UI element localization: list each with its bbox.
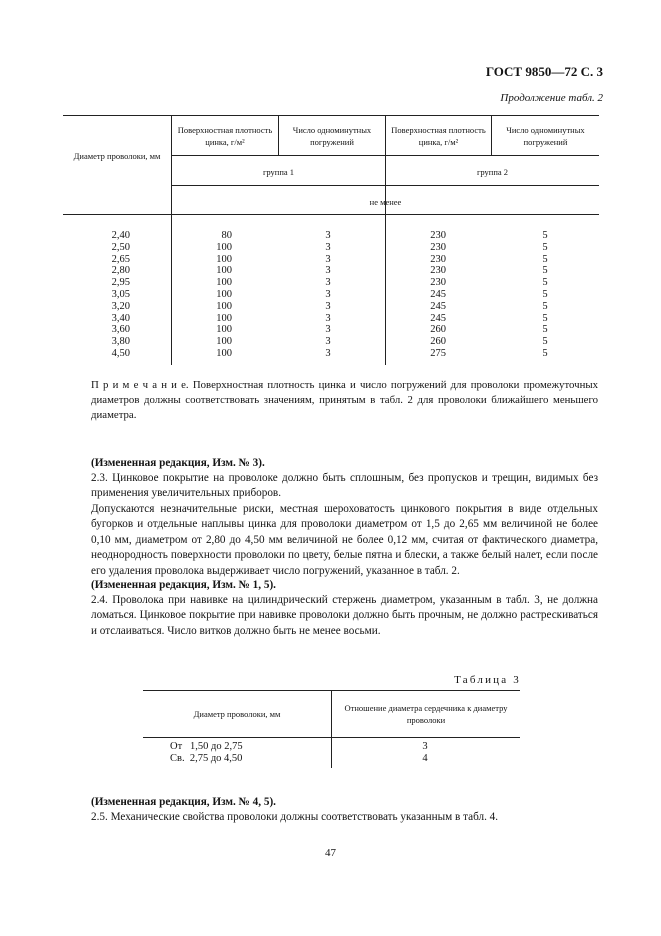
table-3-title: Таблица 3 xyxy=(454,674,521,686)
table-cell: 245 xyxy=(430,288,446,300)
table-cell: 3,80 xyxy=(111,336,130,348)
table-header-rule xyxy=(143,737,520,738)
group-1-label: группа 1 xyxy=(262,167,295,177)
col-header-dips-g2: Число одноминутных погружений xyxy=(506,125,585,147)
table-row-rule xyxy=(171,155,599,156)
table-cell: 2,80 xyxy=(111,265,130,277)
table-cell: 3 xyxy=(325,230,331,241)
not-less-label: не менее xyxy=(369,197,402,207)
table-cell: 5 xyxy=(542,241,548,253)
table-cell: 4 xyxy=(422,753,428,764)
dips-g2-column xyxy=(535,230,555,360)
table-cell: 3,60 xyxy=(111,324,130,336)
table-cell: От 1,50 до 2,75 xyxy=(170,741,243,752)
table-cell: 5 xyxy=(542,347,548,359)
table-cell: 3 xyxy=(325,288,331,300)
col-header-dips-g1: Число одноминутных погружений xyxy=(292,125,372,147)
table-cell: 4,50 xyxy=(111,347,130,359)
table-cell: 100 xyxy=(216,312,232,324)
table-note xyxy=(91,378,598,423)
table-cell: 3 xyxy=(325,324,331,336)
table-cell: 100 xyxy=(216,277,232,289)
table-cell: 100 xyxy=(216,300,232,312)
table-cell: 230 xyxy=(430,265,446,277)
table-row-rule xyxy=(171,185,599,186)
table-cell: 5 xyxy=(542,312,548,324)
note-text: Поверхностная плотность цинка и число погружений для проволоки промежуточных диаметров должны соответствовать значениям, принятым в табл. 2 для проволоки ближайшего меньшего диаметра. xyxy=(91,379,598,421)
density-g2-column xyxy=(414,230,446,360)
table-col-rule xyxy=(331,690,332,768)
col-header-ratio: Отношение диаметра сердечника к диаметру проволоки xyxy=(344,703,508,725)
table-cell: 5 xyxy=(542,288,548,300)
table-cell: 3 xyxy=(325,336,331,348)
table-cell: 275 xyxy=(430,347,446,359)
table-cell: 100 xyxy=(216,336,232,348)
paragraph-2-5: 2.5. Механические свойства проволоки должны соответствовать указанным в табл. 4. xyxy=(91,811,499,823)
document-code: ГОСТ 9850—72 С. 3 xyxy=(485,64,603,79)
group-2-label: группа 2 xyxy=(476,167,509,177)
table-cell: 3 xyxy=(422,741,428,752)
table-cell: 5 xyxy=(542,277,548,289)
page-number: 47 xyxy=(325,847,336,859)
dips-g1-column xyxy=(318,230,338,360)
col-header-diameter: Диаметр проволоки, мм xyxy=(193,709,281,719)
paragraph-2-3: 2.3. Цинковое покрытие на проволоке должно быть сплошным, без пропусков и трещин, видимых без применения увеличительных приборов. xyxy=(91,472,598,500)
table-cell: 230 xyxy=(430,241,446,253)
table-cell: 260 xyxy=(430,324,446,336)
table-cell: 2,65 xyxy=(111,253,130,265)
col-header-density-g1: Поверхностная плотность цинка, г/м² xyxy=(177,125,273,147)
table-cell: 100 xyxy=(216,241,232,253)
table-cell: 2,50 xyxy=(111,241,130,253)
col-header-density-g2: Поверхностная плотность цинка, г/м² xyxy=(391,125,486,147)
table-cell: 100 xyxy=(216,347,232,359)
table-cell: 3,05 xyxy=(111,288,130,300)
table-cell: 3 xyxy=(325,277,331,289)
table-header-rule xyxy=(63,214,599,215)
col-header-diameter: Диаметр проволоки, мм xyxy=(73,151,161,161)
density-g1-column xyxy=(200,230,232,360)
table-cell: 3 xyxy=(325,241,331,253)
table-cell: 2,95 xyxy=(111,277,130,289)
table-cell: 5 xyxy=(542,300,548,312)
table-cell: 3 xyxy=(325,253,331,265)
table-cell: 80 xyxy=(221,230,232,241)
table-cell: 100 xyxy=(216,324,232,336)
table-cell: 5 xyxy=(542,265,548,277)
table-cell: 230 xyxy=(430,277,446,289)
table-cell: 100 xyxy=(216,265,232,277)
table-cell: 2,40 xyxy=(111,230,130,241)
table-cell: 245 xyxy=(430,312,446,324)
table-continuation-label: Продолжение табл. 2 xyxy=(500,92,603,104)
table-cell: 3,40 xyxy=(111,312,130,324)
table-cell: 5 xyxy=(542,253,548,265)
table-cell: 245 xyxy=(430,300,446,312)
table-cell: 5 xyxy=(542,336,548,348)
paragraph-2-3-cont: Допускаются незначительные риски, местная шероховатость цинкового покрытия в виде отдельных бугорков и отдельные наплывы цинка для проволоки диаметром от 1,5 до 2,65 мм величиной не более 0,10 мм, диаметром от 2,80 до 4,50 мм величиной не более 0,12 мм, считая от фактического диаметра, неоднородность поверхности проволоки по цвету, белые пятна и блески, а также белый налет, если после его удаления проволока выдерживает число погружений, указанное в табл. 2. xyxy=(91,503,598,577)
table-cell: 3 xyxy=(325,347,331,359)
table-cell: 260 xyxy=(430,336,446,348)
table-cell: 3 xyxy=(325,300,331,312)
diameter-column xyxy=(100,230,130,360)
table-cell: 5 xyxy=(542,230,548,241)
note-label: П р и м е ч а н и е. xyxy=(91,379,189,391)
paragraph-2-4: 2.4. Проволока при навивке на цилиндрический стержень диаметром, указанным в табл. 3, не должна ломаться. Цинковое покрытие при навивке проволоки должно быть прочным, не должно растрескиваться и отслаиваться. Число витков должно быть не менее восьми. xyxy=(91,594,598,637)
table-col-rule xyxy=(385,115,386,365)
table-cell: 3 xyxy=(325,265,331,277)
table-cell: 230 xyxy=(430,253,446,265)
table-cell: 100 xyxy=(216,288,232,300)
edit-note-3: (Измененная редакция, Изм. № 4, 5). xyxy=(91,796,276,808)
table-cell: 3 xyxy=(325,312,331,324)
table-cell: 230 xyxy=(430,230,446,241)
edit-note-1: (Измененная редакция, Изм. № 3). xyxy=(91,457,265,469)
table-cell: 100 xyxy=(216,253,232,265)
table-cell: 3,20 xyxy=(111,300,130,312)
table-cell: Св. 2,75 до 4,50 xyxy=(170,753,243,764)
table-cell: 5 xyxy=(542,324,548,336)
table-top-rule xyxy=(63,115,599,116)
table-col-rule xyxy=(171,115,172,365)
edit-note-2: (Измененная редакция, Изм. № 1, 5). xyxy=(91,579,276,591)
